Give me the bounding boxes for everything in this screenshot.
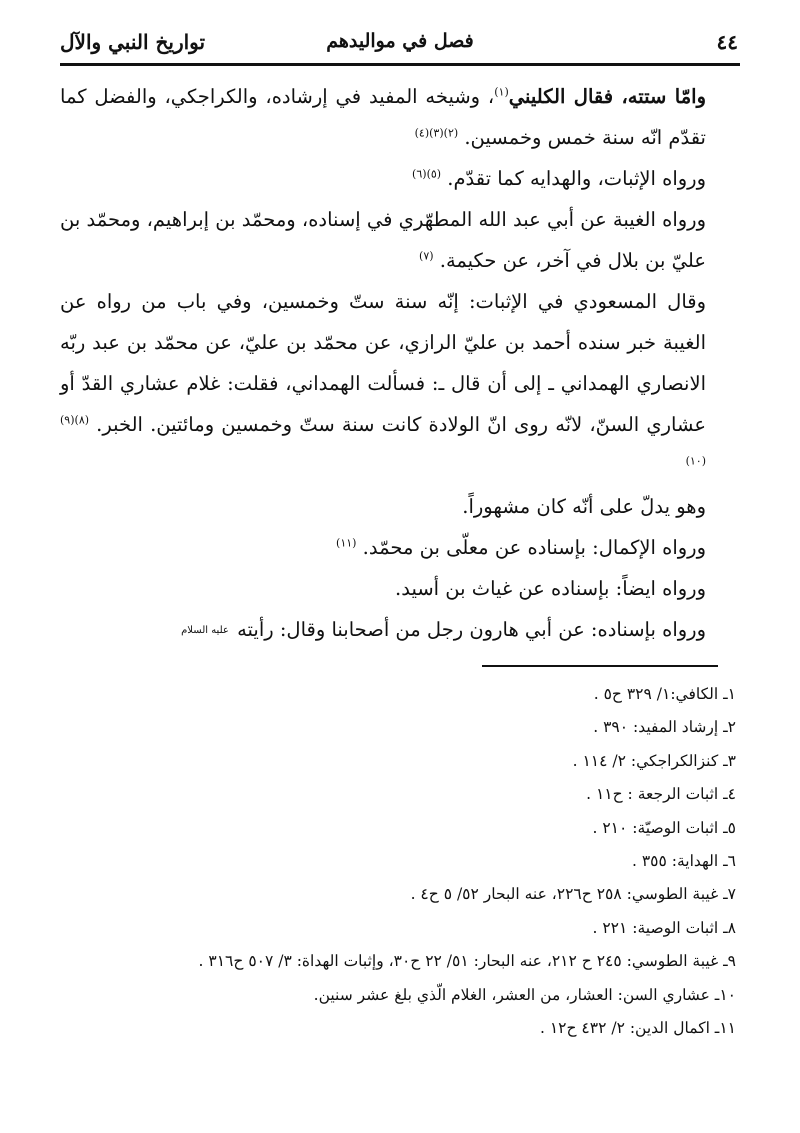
paragraph-text: ، وشيخه المفيد في إرشاده، والكراجكي، والفضل كما تقدّم انّه سنة خمس وخمسين. bbox=[60, 85, 706, 149]
footnote: ١١ـ اكمال الدين: ٢/ ٤٣٢ ح١٢ . bbox=[539, 1019, 736, 1038]
footnote-marker: (١) bbox=[494, 85, 509, 99]
footnote-marker: (٢) bbox=[443, 126, 459, 140]
footnote-marker: (٥) bbox=[426, 167, 442, 181]
honorific-glyph-icon: عليه السلام bbox=[181, 624, 229, 636]
footnote-marker: (١١) bbox=[336, 536, 357, 550]
footnotes bbox=[64, 678, 736, 1045]
paragraph-lead: وامّا ستته، فقال الكليني bbox=[508, 85, 707, 108]
paragraph bbox=[60, 486, 736, 527]
paragraph bbox=[60, 199, 736, 281]
footnote: ٦ـ الهداية: ٣٥٥ . bbox=[631, 852, 736, 871]
footnote: ١ـ الكافي:١/ ٣٢٩ ح٥ . bbox=[593, 685, 736, 703]
footnote: ٧ـ غيبة الطوسي: ٢٥٨ ح٢٢٦، عنه البحار ٥٢/ ٥ ح٤ . bbox=[410, 885, 736, 904]
paragraph bbox=[60, 568, 736, 609]
paragraph bbox=[60, 609, 736, 650]
footnote-marker: (٩) bbox=[60, 413, 75, 427]
paragraph bbox=[60, 281, 736, 486]
paragraph-text: وقال المسعودي في الإثبات: إنّه سنة ستّ وخمسين، وفي باب من رواه عن الغيبة خبر سنده أحمد بن عليّ الرازي، عن محمّد بن عليّ، عن محمّد بن عبد ربّه الانصاري الهمداني ـ إلى أن قال ـ: فسألت الهمداني، فقلت: غلام عشاري القدّ أو عشاري السنّ، لانّه روى انّ الولادة كانت سنة ستّ وخمسين ومائتين. الخبر. bbox=[60, 290, 707, 436]
paragraph bbox=[60, 158, 736, 199]
main-text bbox=[60, 76, 736, 650]
page-number: ٤٤ bbox=[716, 30, 738, 54]
paragraph-text: ورواه ايضاً: بإسناده عن غياث بن أسيد. bbox=[395, 577, 706, 600]
footnote-marker: (٧) bbox=[419, 249, 434, 263]
header-rule bbox=[60, 63, 740, 66]
footnote-separator bbox=[482, 665, 718, 667]
footnote-marker: (١٠) bbox=[685, 454, 706, 468]
footnote: ١٠ـ عشاري السن: العشار، من العشر، الغلام الّذي بلغ عشر سنين. bbox=[313, 985, 736, 1004]
footnote-marker: (٦) bbox=[412, 167, 427, 181]
paragraph-text: ورواه الإكمال: بإسناده عن معلّى بن محمّد. bbox=[362, 536, 706, 559]
footnote-marker: (٨) bbox=[74, 413, 90, 427]
footnote: ٨ـ اثبات الوصية: ٢٢١ . bbox=[592, 918, 736, 937]
paragraph bbox=[60, 76, 736, 158]
paragraph bbox=[60, 527, 736, 568]
paragraph-text: ورواه الإثبات، والهدايه كما تقدّم. bbox=[447, 167, 706, 190]
footnote-marker: (٣) bbox=[429, 126, 444, 140]
paragraph-text: وهو يدلّ على أنّه كان مشهوراً. bbox=[462, 495, 706, 518]
book-title: تواريخ النبي والآل bbox=[60, 30, 206, 54]
paragraph-text: ورواه الغيبة عن أبي عبد الله المطهّري في إسناده، ومحمّد بن إبراهيم، ومحمّد بن عليّ بن بلال في آخر، عن حكيمة. bbox=[60, 208, 706, 272]
chapter-title: فصل في مواليدهم bbox=[326, 30, 474, 52]
footnote-marker: (٤) bbox=[414, 126, 430, 140]
footnote: ٩ـ غيبة الطوسي: ٢٤٥ ح ٢١٢، عنه البحار: ٥١/ ٢٢ ح٣٠، وإثبات الهداة: ٣/ ٥٠٧ ح٣١٦ . bbox=[198, 952, 736, 971]
footnote: ٤ـ اثبات الرجعة : ح١١ . bbox=[586, 785, 736, 804]
paragraph-text: ورواه بإسناده: عن أبي هارون رجل من أصحابنا وقال: رأيته bbox=[237, 618, 706, 641]
footnote: ٣ـ كنزالكراجكي: ٢/ ١١٤ . bbox=[572, 751, 736, 770]
footnote: ٢ـ إرشاد المفيد: ٣٩٠ . bbox=[593, 718, 736, 737]
footnote: ٥ـ اثبات الوصيّة: ٢١٠ . bbox=[592, 818, 736, 837]
